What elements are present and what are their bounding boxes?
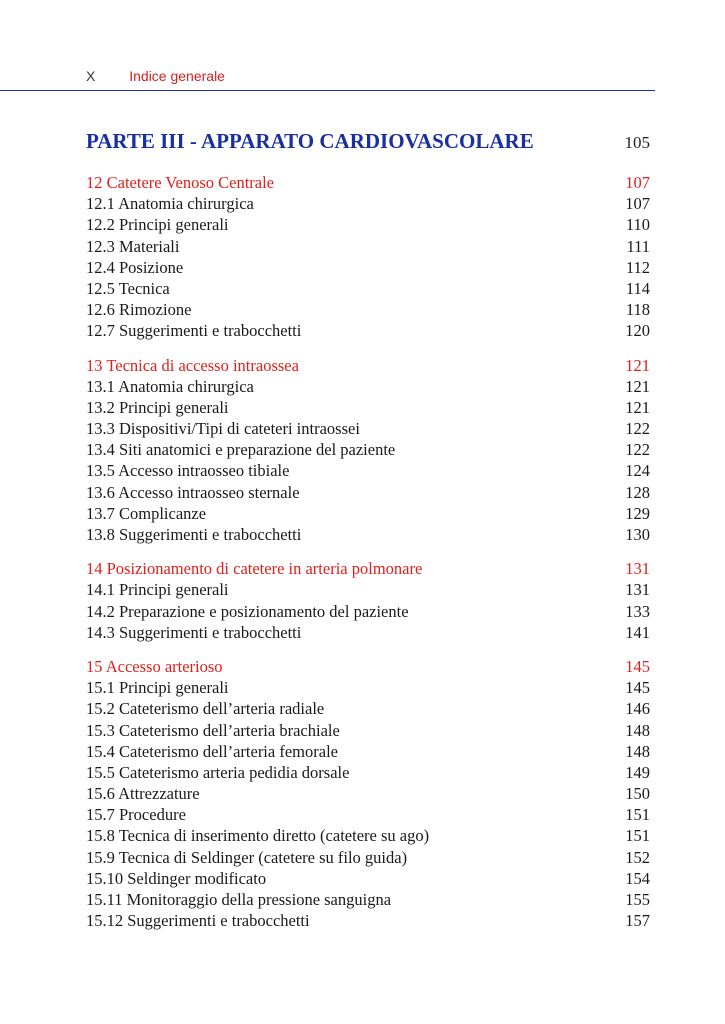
chapter-heading-row[interactable] bbox=[86, 656, 650, 677]
toc-entry-label: 15.10 Seldinger modificato bbox=[86, 868, 267, 888]
toc-entry-label: 15.4 Cateterismo dell’arteria femorale bbox=[86, 741, 338, 761]
toc-entry-label: 15.3 Cateterismo dell’arteria brachiale bbox=[86, 720, 340, 740]
toc-entry-row[interactable] bbox=[86, 868, 650, 889]
toc-entry-row[interactable] bbox=[86, 397, 650, 418]
toc-entry-page-number: 148 bbox=[625, 720, 650, 740]
toc-entry-page-number: 129 bbox=[625, 503, 650, 523]
toc-entry-label: 13.5 Accesso intraosseo tibiale bbox=[86, 461, 290, 481]
part-title: PARTE III - APPARATO CARDIOVASCOLARE bbox=[86, 129, 534, 153]
toc-entry-row[interactable] bbox=[86, 193, 650, 214]
toc-entry-label: 13.3 Dispositivi/Tipi di cateteri intraossei bbox=[86, 419, 360, 439]
toc-entry-page-number: 122 bbox=[625, 440, 650, 460]
toc-entry-page-number: 121 bbox=[625, 397, 650, 417]
toc-entry-page-number: 141 bbox=[625, 622, 650, 642]
toc-entry-label: 15.9 Tecnica di Seldinger (catetere su filo guida) bbox=[86, 847, 408, 867]
toc-entry-label: 13.4 Siti anatomici e preparazione del paziente bbox=[86, 440, 396, 460]
toc-entry-page-number: 155 bbox=[625, 890, 650, 909]
toc-entry-page-number: 111 bbox=[626, 236, 650, 256]
toc-entry-row[interactable] bbox=[86, 418, 650, 439]
toc-entry-page-number: 114 bbox=[625, 278, 650, 298]
chapter-heading-row[interactable] bbox=[86, 558, 650, 579]
chapter-list bbox=[86, 172, 650, 931]
toc-entry-page-number: 145 bbox=[625, 678, 650, 698]
toc-entry-row[interactable] bbox=[86, 622, 650, 643]
toc-entry-label: 14.2 Preparazione e posizionamento del paziente bbox=[86, 601, 409, 621]
toc-entry-label: 12.5 Tecnica bbox=[86, 278, 170, 298]
toc-entry-row[interactable] bbox=[86, 482, 650, 503]
toc-entry-row[interactable] bbox=[86, 439, 650, 460]
chapter-block bbox=[86, 558, 650, 643]
toc-entry-page-number: 112 bbox=[625, 257, 650, 277]
toc-entry-page-number: 133 bbox=[625, 601, 650, 621]
chapter-heading-row[interactable] bbox=[86, 172, 650, 193]
toc-entry-page-number: 149 bbox=[625, 762, 650, 782]
toc-entry-label: 13.6 Accesso intraosseo sternale bbox=[86, 482, 300, 502]
toc-entry-row[interactable] bbox=[86, 889, 650, 910]
running-title: Indice generale bbox=[129, 68, 225, 84]
toc-entry-label: 14.1 Principi generali bbox=[86, 580, 229, 600]
toc-entry-label: 13.7 Complicanze bbox=[86, 503, 207, 523]
toc-entry-label: 13.2 Principi generali bbox=[86, 397, 229, 417]
toc-entry-label: 12.4 Posizione bbox=[86, 257, 184, 277]
toc-entry-row[interactable] bbox=[86, 236, 650, 257]
toc-entry-label: 12.1 Anatomia chirurgica bbox=[86, 194, 254, 214]
chapter-block bbox=[86, 172, 650, 342]
toc-entry-label: 12.2 Principi generali bbox=[86, 215, 229, 235]
toc-entry-label: 15.6 Attrezzature bbox=[86, 784, 200, 804]
chapter-page-number: 121 bbox=[625, 355, 650, 375]
toc-entry-page-number: 148 bbox=[625, 741, 650, 761]
toc-entry-row[interactable] bbox=[86, 278, 650, 299]
toc-entry-page-number: 131 bbox=[625, 580, 650, 600]
toc-entry-row[interactable] bbox=[86, 601, 650, 622]
chapter-page-number: 107 bbox=[625, 173, 650, 192]
toc-entry-row[interactable] bbox=[86, 503, 650, 524]
toc-entry-row[interactable] bbox=[86, 257, 650, 278]
table-of-contents bbox=[86, 127, 650, 944]
toc-entry-page-number: 150 bbox=[625, 784, 650, 804]
toc-entry-page-number: 118 bbox=[625, 300, 650, 320]
toc-entry-row[interactable] bbox=[86, 804, 650, 825]
toc-entry-row[interactable] bbox=[86, 376, 650, 397]
toc-entry-row[interactable] bbox=[86, 762, 650, 783]
toc-entry-label: 12.7 Suggerimenti e trabocchetti bbox=[86, 321, 302, 341]
toc-entry-row[interactable] bbox=[86, 783, 650, 804]
toc-entry-page-number: 110 bbox=[625, 215, 650, 235]
toc-entry-page-number: 154 bbox=[625, 868, 650, 888]
part-page-number: 105 bbox=[624, 133, 650, 152]
toc-entry-label: 12.6 Rimozione bbox=[86, 300, 192, 320]
chapter-page-number: 145 bbox=[625, 656, 650, 676]
toc-entry-row[interactable] bbox=[86, 524, 650, 545]
toc-entry-row[interactable] bbox=[86, 299, 650, 320]
toc-entry-label: 12.3 Materiali bbox=[86, 236, 180, 256]
toc-entry-page-number: 130 bbox=[625, 525, 650, 544]
toc-entry-label: 15.8 Tecnica di inserimento diretto (catetere su ago) bbox=[86, 826, 430, 846]
chapter-block bbox=[86, 656, 650, 931]
toc-entry-row[interactable] bbox=[86, 825, 650, 846]
chapter-title: 14 Posizionamento di catetere in arteria polmonare bbox=[86, 559, 423, 579]
toc-entry-row[interactable] bbox=[86, 214, 650, 235]
chapter-title: 15 Accesso arterioso bbox=[86, 656, 223, 676]
toc-entry-row[interactable] bbox=[86, 698, 650, 719]
chapter-heading-row[interactable] bbox=[86, 355, 650, 376]
header-rule bbox=[0, 90, 655, 91]
toc-entry-page-number: 151 bbox=[625, 805, 650, 825]
page-folio: X bbox=[86, 68, 96, 84]
toc-entry-page-number: 122 bbox=[625, 419, 650, 439]
toc-entry-row[interactable] bbox=[86, 847, 650, 868]
toc-entry-label: 14.3 Suggerimenti e trabocchetti bbox=[86, 622, 302, 642]
toc-entry-label: 15.1 Principi generali bbox=[86, 678, 229, 698]
toc-entry-page-number: 151 bbox=[625, 826, 650, 846]
toc-entry-row[interactable] bbox=[86, 579, 650, 600]
chapter-title: 13 Tecnica di accesso intraossea bbox=[86, 355, 299, 375]
chapter-title: 12 Catetere Venoso Centrale bbox=[86, 173, 275, 192]
toc-entry-label: 15.5 Cateterismo arteria pedidia dorsale bbox=[86, 762, 350, 782]
toc-entry-label: 13.8 Suggerimenti e trabocchetti bbox=[86, 525, 302, 544]
toc-entry-row[interactable] bbox=[86, 910, 650, 931]
toc-entry-row[interactable] bbox=[86, 320, 650, 341]
toc-entry-page-number: 128 bbox=[625, 482, 650, 502]
toc-entry-row[interactable] bbox=[86, 720, 650, 741]
toc-entry-page-number: 120 bbox=[625, 321, 650, 341]
toc-entry-label: 15.11 Monitoraggio della pressione sanguigna bbox=[86, 890, 392, 909]
running-header bbox=[86, 67, 225, 85]
toc-entry-page-number: 152 bbox=[625, 847, 650, 867]
toc-entry-page-number: 124 bbox=[625, 461, 650, 481]
toc-entry-label: 15.2 Cateterismo dell’arteria radiale bbox=[86, 699, 325, 719]
toc-entry-label: 13.1 Anatomia chirurgica bbox=[86, 376, 254, 396]
toc-entry-row[interactable] bbox=[86, 741, 650, 762]
toc-entry-row[interactable] bbox=[86, 460, 650, 481]
toc-entry-page-number: 157 bbox=[625, 911, 650, 931]
toc-entry-label: 15.12 Suggerimenti e trabocchetti bbox=[86, 911, 310, 931]
chapter-page-number: 131 bbox=[625, 559, 650, 579]
toc-entry-page-number: 146 bbox=[625, 699, 650, 719]
toc-entry-label: 15.7 Procedure bbox=[86, 805, 186, 825]
part-heading-row bbox=[86, 127, 650, 159]
toc-entry-page-number: 107 bbox=[625, 194, 650, 214]
toc-entry-page-number: 121 bbox=[625, 376, 650, 396]
chapter-block bbox=[86, 355, 650, 546]
toc-entry-row[interactable] bbox=[86, 677, 650, 698]
